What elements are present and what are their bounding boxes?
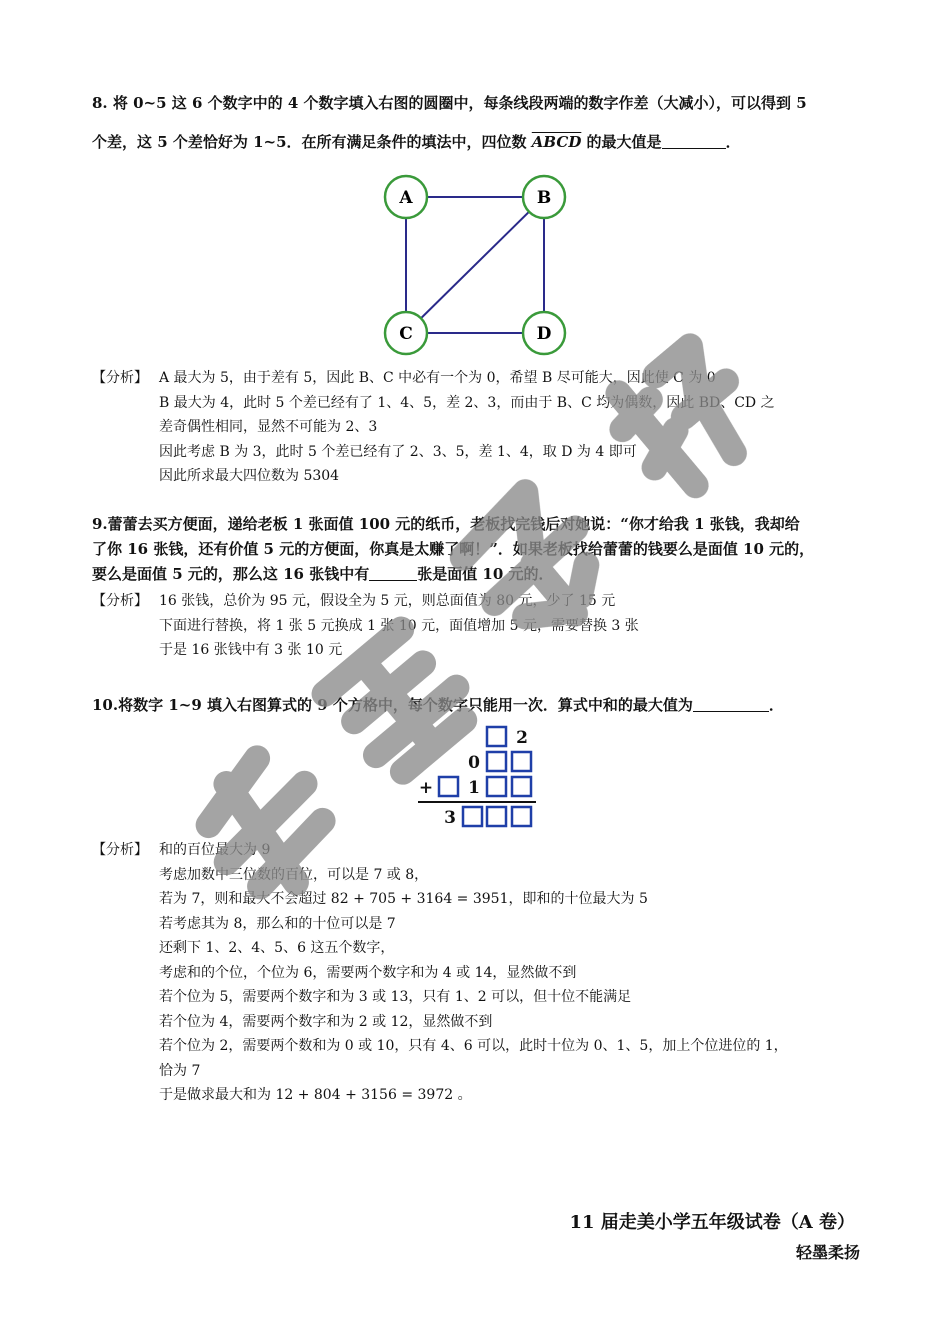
q8-analysis-line: 差奇偶性相同，显然不可能为 2、3 — [159, 419, 378, 435]
q10-analysis-line: 和的百位最大为 9 — [159, 842, 271, 858]
question-8 — [92, 88, 862, 157]
q8-graph-diagram — [375, 170, 575, 360]
puzzle-box — [512, 807, 531, 826]
q10-answer-blank — [693, 695, 769, 712]
q9-analysis-line: 下面进行替换，将 1 张 5 元换成 1 张 10 元，面值增加 5 元，需要替换 3 张 — [159, 617, 639, 634]
q9-analysis-line: 16 张钱，总价为 95 元，假设全为 5 元，则总面值为 80 元，少了 15 元 — [159, 593, 616, 609]
q8-analysis-line: 因此所求最大四位数为 5304 — [159, 468, 340, 484]
q9-analysis — [92, 589, 872, 663]
q8-abcd: ABCD — [531, 133, 582, 151]
q8-analysis-line: A 最大为 5，由于差有 5，因此 B、C 中必有一个为 0，希望 B 尽可能大，因此使 C 为 0 — [159, 370, 716, 386]
q9-analysis-tag: 【分析】 — [92, 593, 148, 609]
q10-analysis-line: 考虑和的个位，个位为 6，需要两个数字和为 4 或 14，显然做不到 — [159, 964, 577, 981]
q10-line1 — [92, 690, 862, 720]
q9-line2: 了你 16 张钱，还有价值 5 元的方便面，你真是太赚了啊！”．如果老板找给蕾蕾的钱要么是面值 10 元的， — [92, 540, 815, 558]
q9-line1: 9.蕾蕾去买方便面，递给老板 1 张面值 100 元的纸币，老板找完钱后对她说：“你才给我 1 张钱，我却给 — [92, 515, 800, 533]
puzzle-digit-2: 2 — [516, 728, 528, 748]
node-b-label: B — [536, 188, 552, 208]
q8-line2-pre: 个差，这 5 个差恰好为 1~5．在所有满足条件的填法中，四位数 — [92, 133, 532, 151]
q10-analysis-line: 若为 7，则和最大不会超过 82 + 705 + 3164 = 3951，即和的十位最大为 5 — [159, 891, 648, 907]
q9-line3-post: 张是面值 10 元的． — [417, 565, 554, 583]
q8-analysis-line: 因此考虑 B 为 3，此时 5 个差已经有了 2、3、5，差 1、4，取 D 为 4 即可 — [159, 443, 637, 460]
node-b — [523, 176, 565, 218]
q10-analysis-line: 若个位为 5，需要两个数字和为 3 或 13，只有 1、2 可以，但十位不能满足 — [159, 989, 632, 1005]
q8-analysis — [92, 366, 872, 489]
q8-analysis-tag: 【分析】 — [92, 370, 148, 386]
puzzle-box — [487, 777, 506, 796]
footer-exam-title: 11 届走美小学五年级试卷（A 卷） — [569, 1212, 855, 1233]
q10-analysis-tag: 【分析】 — [92, 842, 148, 858]
node-a — [385, 176, 427, 218]
q10-analysis-line: 若考虑其为 8，那么和的十位可以是 7 — [159, 915, 396, 932]
node-a-label: A — [399, 188, 413, 208]
footer-brand: 轻墨柔扬 — [795, 1243, 860, 1262]
q8-line1: 8. 将 0~5 这 6 个数字中的 4 个数字填入右图的圆圈中，每条线段两端的数字作差（大减小），可以得到 5 — [92, 94, 807, 112]
q10-analysis — [92, 838, 872, 1108]
q9-answer-blank — [369, 564, 417, 581]
puzzle-box — [487, 807, 506, 826]
node-c — [385, 312, 427, 354]
q10-addition-puzzle — [410, 724, 540, 830]
q10-analysis-line: 于是做求最大和为 12 + 804 + 3156 = 3972 。 — [159, 1087, 472, 1103]
q10-analysis-line: 还剩下 1、2、4、5、6 这五个数字， — [159, 940, 395, 956]
puzzle-box — [463, 807, 482, 826]
node-d-label: D — [536, 324, 552, 344]
puzzle-digit-0: 0 — [468, 753, 480, 773]
q10-line1-pre: 10.将数字 1~9 填入右图算式的 9 个方格中，每个数字只能用一次．算式中和的最大值为 — [92, 696, 693, 714]
question-10 — [92, 690, 862, 720]
q10-analysis-line: 若个位为 4，需要两个数字和为 2 或 12，显然做不到 — [159, 1013, 493, 1030]
q10-analysis-line: 恰为 7 — [159, 1062, 201, 1079]
q8-line2-post: 的最大值是 — [581, 133, 662, 151]
puzzle-box — [439, 777, 458, 796]
puzzle-plus-sign: + — [418, 778, 434, 798]
puzzle-box — [487, 752, 506, 771]
node-c-label: C — [399, 324, 413, 344]
q9-analysis-line: 于是 16 张钱中有 3 张 10 元 — [159, 642, 343, 658]
q10-analysis-line: 考虑加数中三位数的百位，可以是 7 或 8， — [159, 866, 429, 883]
node-d — [523, 312, 565, 354]
q9-line3 — [92, 562, 862, 587]
puzzle-box — [487, 727, 506, 746]
question-9 — [92, 512, 862, 587]
q9-line3-pre: 要么是面值 5 元的，那么这 16 张钱中有 — [92, 565, 370, 583]
q8-line2-end: ． — [725, 133, 741, 151]
puzzle-box — [512, 752, 531, 771]
q8-answer-blank — [662, 132, 726, 149]
edge-bc — [406, 197, 544, 333]
q10-line1-end: ． — [768, 696, 784, 714]
puzzle-box — [512, 777, 531, 796]
puzzle-digit-1: 1 — [468, 778, 480, 798]
q8-line2 — [92, 127, 862, 157]
q8-analysis-line: B 最大为 4，此时 5 个差已经有了 1、4、5，差 2、3，而由于 B、C 均为偶数，因此 BD、CD 之 — [159, 394, 775, 411]
q10-analysis-line: 若个位为 2，需要两个数和为 0 或 10，只有 4、6 可以，此时十位为 0、1、5，加上个位进位的 1， — [159, 1038, 788, 1054]
puzzle-digit-3: 3 — [444, 808, 456, 828]
